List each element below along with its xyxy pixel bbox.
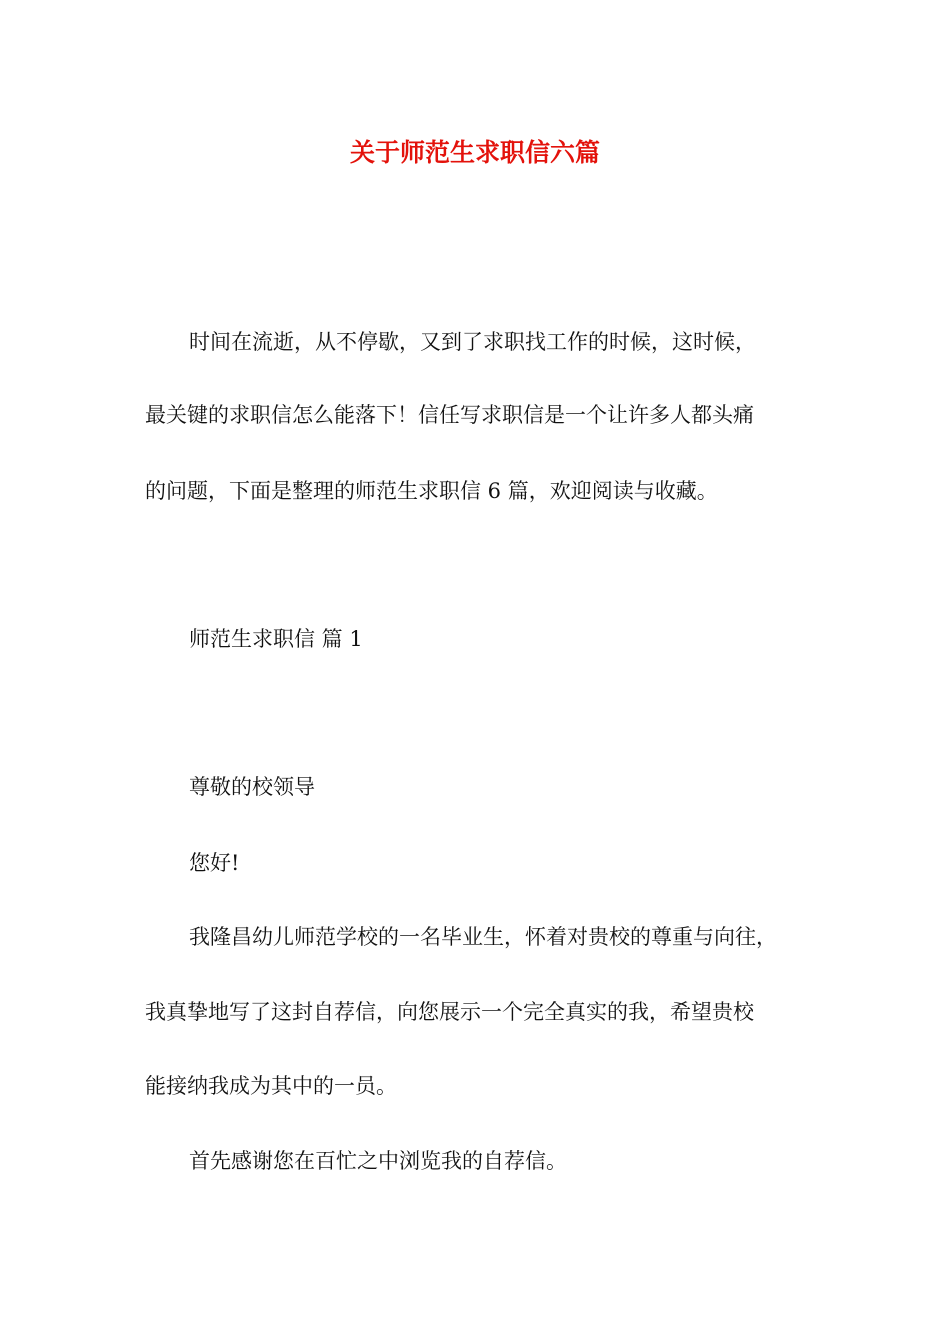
body-paragraph-1-line-2: 我真挚地写了这封自荐信，向您展示一个完全真实的我，希望贵校 bbox=[145, 1000, 754, 1024]
document-title: 关于师范生求职信六篇 bbox=[349, 138, 600, 167]
body-paragraph-2: 首先感谢您在百忙之中浏览我的自荐信。 bbox=[189, 1149, 567, 1173]
section-heading: 师范生求职信 篇 1 bbox=[189, 627, 363, 651]
greeting: 您好! bbox=[189, 851, 240, 875]
intro-line-1: 时间在流逝，从不停歇，又到了求职找工作的时候，这时候， bbox=[189, 330, 756, 354]
body-paragraph-1-line-3: 能接纳我成为其中的一员。 bbox=[145, 1074, 397, 1098]
intro-line-3: 的问题，下面是整理的师范生求职信 6 篇，欢迎阅读与收藏。 bbox=[145, 479, 718, 503]
body-paragraph-1-line-1: 我隆昌幼儿师范学校的一名毕业生，怀着对贵校的尊重与向往， bbox=[189, 925, 777, 949]
intro-line-2: 最关键的求职信怎么能落下！信任写求职信是一个让许多人都头痛 bbox=[145, 403, 754, 427]
salutation: 尊敬的校领导 bbox=[189, 775, 315, 799]
